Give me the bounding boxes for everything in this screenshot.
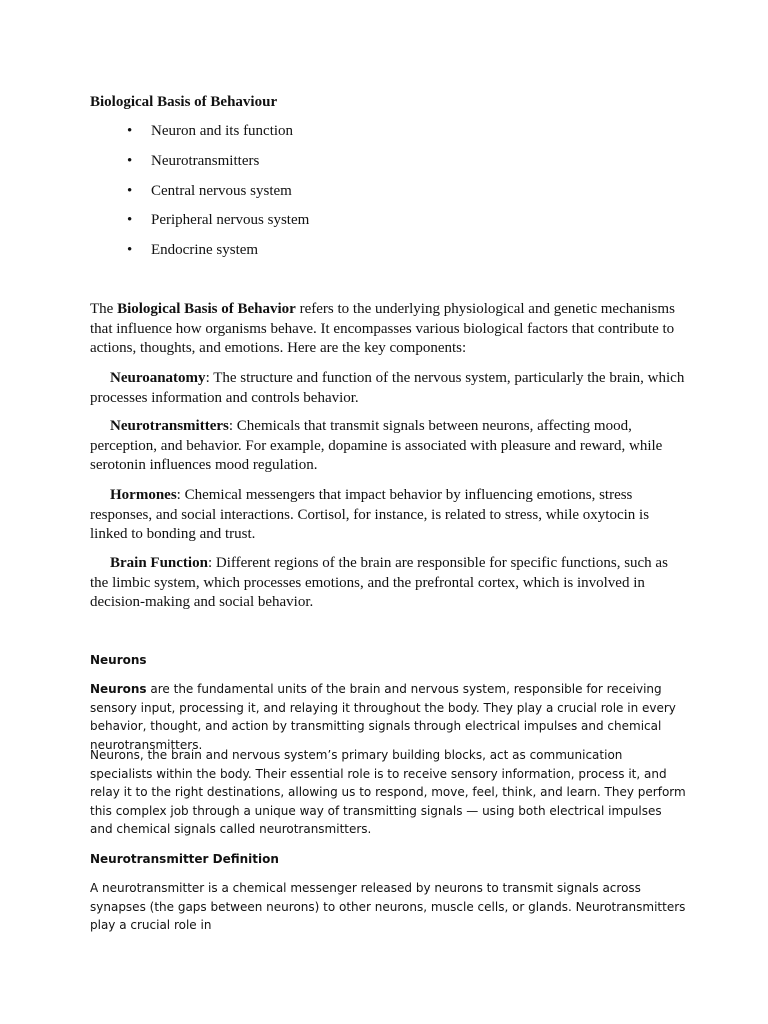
component-text: : Chemicals that transmit signals between neurons, affecting mood, perception, and behavior. For example, dopamine is associated with pleasure and reward, while serotonin influences mood regulation. [90,418,663,473]
neurotransmitter-definition-heading: Neurotransmitter Definition [90,852,279,866]
component-neurotransmitters [90,417,686,476]
component-term: Brain Function [110,555,208,571]
list-item-text: Peripheral nervous system [151,212,310,229]
list-item [90,211,686,241]
neurons-text: are the fundamental units of the brain and nervous system, responsible for receiving sensory input, processing it, and relaying it throughout the body. They play a crucial role in every behavior, thought, and action by transmitting signals through electrical impulses and chemical neurotransmitters. [90,682,676,752]
neurotransmitter-definition-text: A neurotransmitter is a chemical messenger released by neurons to transmit signals across synapses (the gaps between neurons) to other neurons, muscle cells, or glands. Neurotransmitters play a crucial role in [90,881,686,932]
neurons-term: Neurons [90,682,147,696]
component-text: : Chemical messengers that impact behavior by influencing emotions, stress responses, and social interactions. Cortisol, for instance, is related to stress, while oxytocin is linked to bonding and trust. [90,487,650,542]
topic-list [90,122,686,271]
list-item-text: Central nervous system [151,182,292,199]
intro-term: Biological Basis of Behavior [117,301,296,317]
document-title: Biological Basis of Behaviour [90,94,278,110]
list-item-text: Neuron and its function [151,123,294,139]
neurons-paragraph-2: Neurons, the brain and nervous system’s primary building blocks, act as communication specialists within the body. Their essential role is to receive sensory information, process it, and relay it to the right destinations, allowing us to respond, move, feel, think, and learn. They perform this complex job through a unique way of transmitting signals — using both electrical impulses and chemical signals called neurotransmitters. [90,748,686,836]
component-hormones [90,486,686,545]
intro-rest: refers to the underlying physiological and genetic mechanisms that influence how organisms behave. It encompasses various biological factors that contribute to actions, thoughts, and emotions. Here are the key components: [90,301,675,356]
bullet-icon: • [127,212,133,229]
list-item-text: Neurotransmitters [151,152,260,169]
list-item [90,152,686,182]
bullet-icon: • [127,182,133,199]
component-text: : Different regions of the brain are responsible for specific functions, such as the limbic system, which processes emotions, and the prefrontal cortex, which is involved in decision-making and social behavior. [90,555,668,610]
component-term: Hormones [110,487,177,503]
list-item-text: Endocrine system [151,242,259,259]
neurons-paragraph-1 [90,680,686,754]
neurons-heading: Neurons [90,653,147,667]
component-text: : The structure and function of the nervous system, particularly the brain, which processes information and controls behavior. [90,370,685,406]
component-term: Neuroanatomy [110,370,206,386]
bullet-icon: • [127,242,133,259]
list-item [90,122,686,152]
component-brain-function [90,554,686,613]
bullet-icon: • [127,152,133,169]
bullet-icon: • [127,123,133,139]
intro-lead: The [90,301,118,317]
intro-paragraph [90,300,686,359]
list-item [90,241,686,271]
list-item [90,182,686,212]
component-term: Neurotransmitters [110,418,229,434]
component-neuroanatomy [90,369,686,408]
